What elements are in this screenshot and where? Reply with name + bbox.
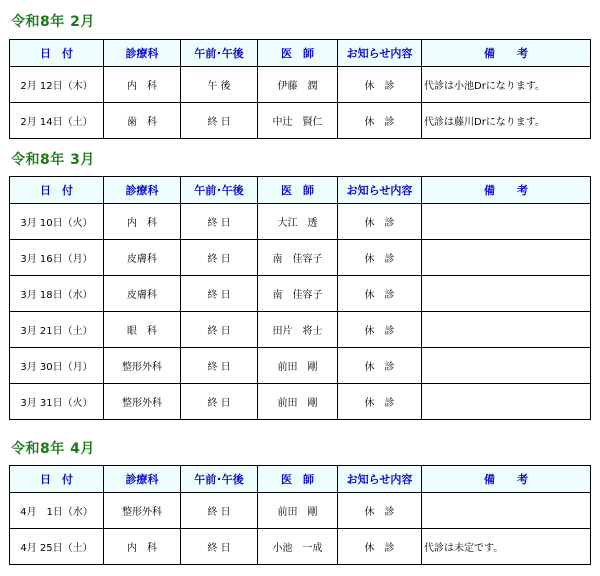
- table-row: [10, 276, 591, 312]
- header-date: 日 付: [10, 466, 104, 493]
- cell-dept: 内 科: [104, 529, 181, 565]
- cell-notice: 休 診: [338, 493, 422, 529]
- cell-remarks: 代診は小池Drになります。: [422, 67, 591, 103]
- cell-remarks: [422, 384, 591, 420]
- cell-notice: 休 診: [338, 348, 422, 384]
- cell-dept: 整形外科: [104, 384, 181, 420]
- cell-notice: 休 診: [338, 529, 422, 565]
- header-notice: お知らせ内容: [338, 40, 422, 67]
- cell-ampm: 終 日: [181, 529, 258, 565]
- cell-remarks: [422, 276, 591, 312]
- cell-notice: 休 診: [338, 312, 422, 348]
- header-ampm: 午前･午後: [181, 177, 258, 204]
- header-remarks: 備 考: [422, 177, 591, 204]
- cell-date: 4月 1日（水）: [10, 493, 104, 529]
- cell-doctor: 大江 透: [258, 204, 338, 240]
- header-doctor: 医 師: [258, 466, 338, 493]
- header-remarks: 備 考: [422, 40, 591, 67]
- cell-remarks: 代診は未定です。: [422, 529, 591, 565]
- cell-doctor: 中辻 賢仁: [258, 103, 338, 139]
- cell-remarks: [422, 348, 591, 384]
- header-ampm: 午前･午後: [181, 466, 258, 493]
- cell-remarks: [422, 204, 591, 240]
- cell-ampm: 終 日: [181, 312, 258, 348]
- cell-dept: 皮膚科: [104, 240, 181, 276]
- month-title-feb: 令和8年 2月: [11, 14, 95, 30]
- cell-dept: 整形外科: [104, 493, 181, 529]
- header-notice: お知らせ内容: [338, 177, 422, 204]
- cell-ampm: 午 後: [181, 67, 258, 103]
- cell-dept: 内 科: [104, 67, 181, 103]
- table-row: [10, 240, 591, 276]
- cell-remarks: [422, 493, 591, 529]
- cell-doctor: 伊藤 潤: [258, 67, 338, 103]
- cell-ampm: 終 日: [181, 103, 258, 139]
- schedule-table-feb: [9, 39, 591, 139]
- table-row: [10, 67, 591, 103]
- cell-ampm: 終 日: [181, 276, 258, 312]
- table-row: [10, 493, 591, 529]
- cell-dept: 眼 科: [104, 312, 181, 348]
- cell-date: 3月 16日（月）: [10, 240, 104, 276]
- cell-notice: 休 診: [338, 67, 422, 103]
- table-row: [10, 103, 591, 139]
- header-notice: お知らせ内容: [338, 466, 422, 493]
- month-title-apr: 令和8年 4月: [11, 441, 95, 457]
- table-row: [10, 204, 591, 240]
- cell-ampm: 終 日: [181, 204, 258, 240]
- cell-remarks: 代診は藤川Drになります。: [422, 103, 591, 139]
- cell-dept: 内 科: [104, 204, 181, 240]
- table-header-row: [10, 466, 591, 493]
- cell-notice: 休 診: [338, 276, 422, 312]
- schedule-table-apr: [9, 465, 591, 565]
- header-date: 日 付: [10, 40, 104, 67]
- table-row: [10, 348, 591, 384]
- header-dept: 診療科: [104, 177, 181, 204]
- cell-doctor: 前田 剛: [258, 493, 338, 529]
- cell-dept: 歯 科: [104, 103, 181, 139]
- cell-notice: 休 診: [338, 384, 422, 420]
- header-doctor: 医 師: [258, 177, 338, 204]
- cell-remarks: [422, 312, 591, 348]
- cell-doctor: 南 佳容子: [258, 276, 338, 312]
- cell-date: 3月 31日（火）: [10, 384, 104, 420]
- header-dept: 診療科: [104, 40, 181, 67]
- header-date: 日 付: [10, 177, 104, 204]
- cell-date: 3月 21日（土）: [10, 312, 104, 348]
- cell-dept: 皮膚科: [104, 276, 181, 312]
- month-title-mar: 令和8年 3月: [11, 152, 95, 168]
- cell-notice: 休 診: [338, 204, 422, 240]
- cell-ampm: 終 日: [181, 240, 258, 276]
- header-remarks: 備 考: [422, 466, 591, 493]
- cell-doctor: 小池 一成: [258, 529, 338, 565]
- cell-date: 3月 10日（火）: [10, 204, 104, 240]
- cell-date: 2月 12日（木）: [10, 67, 104, 103]
- cell-doctor: 田片 将士: [258, 312, 338, 348]
- cell-date: 4月 25日（土）: [10, 529, 104, 565]
- header-dept: 診療科: [104, 466, 181, 493]
- table-header-row: [10, 177, 591, 204]
- table-row: [10, 384, 591, 420]
- cell-remarks: [422, 240, 591, 276]
- table-header-row: [10, 40, 591, 67]
- schedule-table-mar: [9, 176, 591, 420]
- cell-dept: 整形外科: [104, 348, 181, 384]
- cell-doctor: 前田 剛: [258, 348, 338, 384]
- cell-doctor: 南 佳容子: [258, 240, 338, 276]
- cell-ampm: 終 日: [181, 493, 258, 529]
- cell-notice: 休 診: [338, 240, 422, 276]
- cell-date: 3月 30日（月）: [10, 348, 104, 384]
- table-row: [10, 529, 591, 565]
- cell-doctor: 前田 剛: [258, 384, 338, 420]
- cell-ampm: 終 日: [181, 384, 258, 420]
- cell-date: 3月 18日（水）: [10, 276, 104, 312]
- cell-notice: 休 診: [338, 103, 422, 139]
- header-ampm: 午前･午後: [181, 40, 258, 67]
- header-doctor: 医 師: [258, 40, 338, 67]
- cell-date: 2月 14日（土）: [10, 103, 104, 139]
- cell-ampm: 終 日: [181, 348, 258, 384]
- table-row: [10, 312, 591, 348]
